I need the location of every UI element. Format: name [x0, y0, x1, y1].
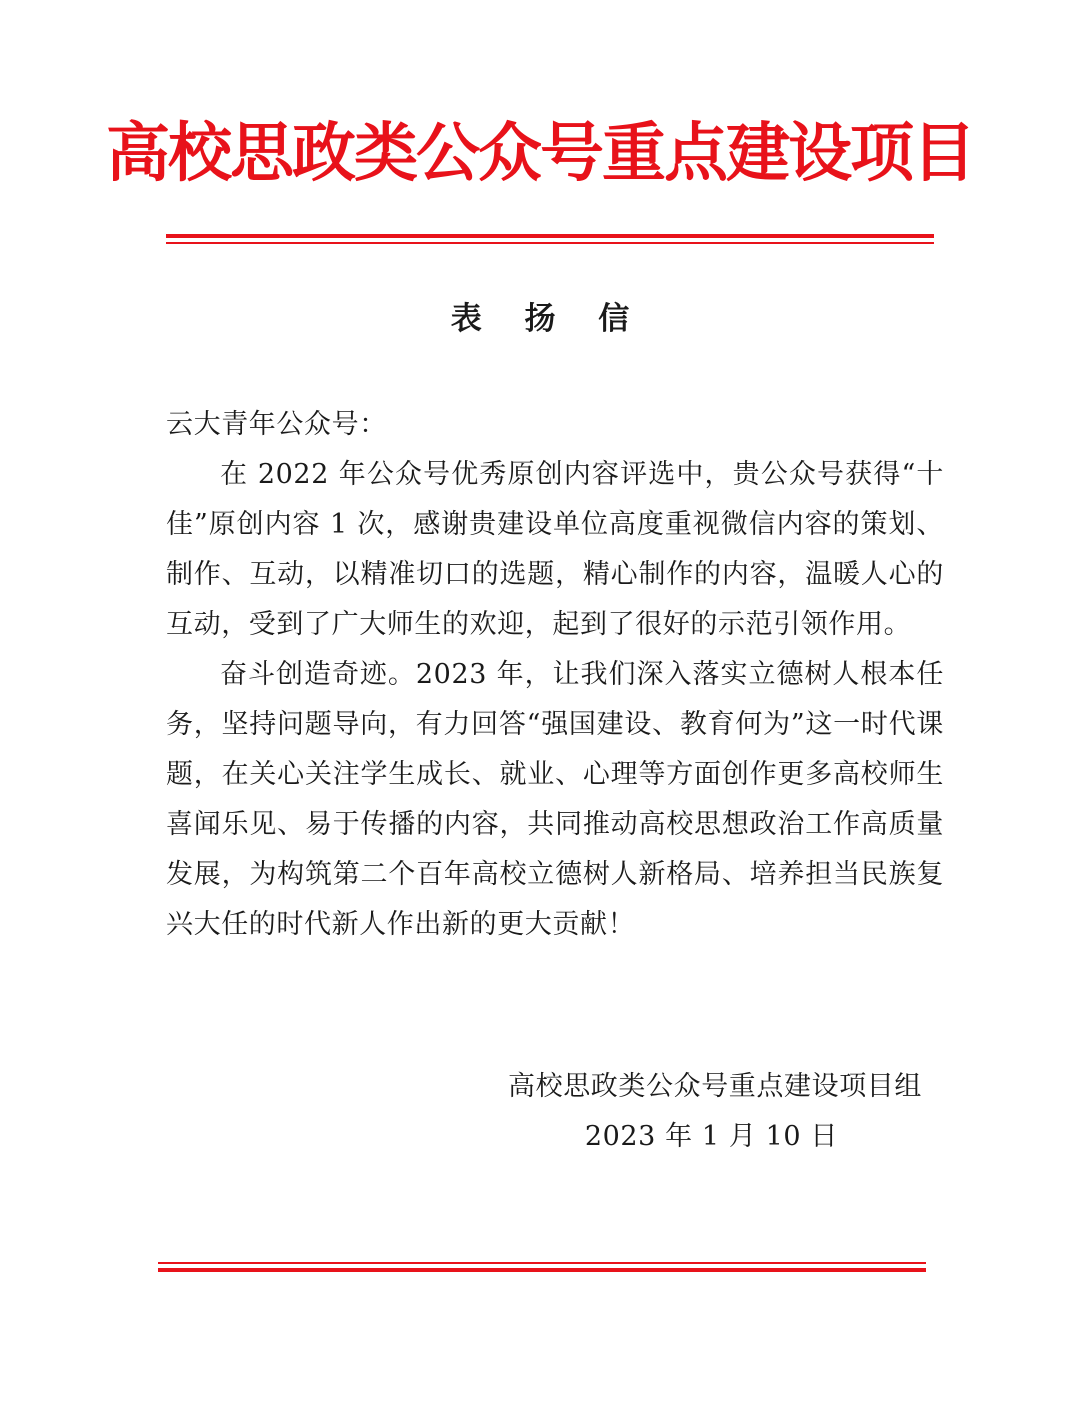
footer-divider-thin-line: [158, 1262, 926, 1264]
letter-body: [166, 400, 944, 950]
signature-date: 2023 年 1 月 10 日: [584, 1121, 838, 1152]
paragraph-1: 在 2022 年公众号优秀原创内容评选中，贵公众号获得“十佳”原创内容 1 次，感谢贵建设单位高度重视微信内容的策划、制作、互动，以精准切口的选题，精心制作的内容，温暖人心的互动，受到了广大师生的欢迎，起到了很好的示范引领作用。: [166, 459, 944, 640]
signature-block: [508, 1062, 922, 1162]
header-divider-thick-line: [166, 234, 934, 238]
document-title: 表 扬 信: [450, 301, 646, 337]
header-divider-thin-line: [166, 242, 934, 244]
footer-divider-thick-line: [158, 1268, 926, 1272]
paragraph-2: 奋斗创造奇迹。2023 年，让我们深入落实立德树人根本任务，坚持问题导向，有力回答“强国建设、教育何为”这一时代课题，在关心关注学生成长、就业、心理等方面创作更多高校师生喜闻乐见、易于传播的内容，共同推动高校思想政治工作高质量发展，为构筑第二个百年高校立德树人新格局、培养担当民族复兴大任的时代新人作出新的更大贡献！: [166, 659, 944, 940]
signature-organization: 高校思政类公众号重点建设项目组: [508, 1071, 922, 1102]
salutation: 云大青年公众号：: [166, 409, 387, 440]
masthead-title: 高校思政类公众号重点建设项目: [106, 116, 974, 191]
